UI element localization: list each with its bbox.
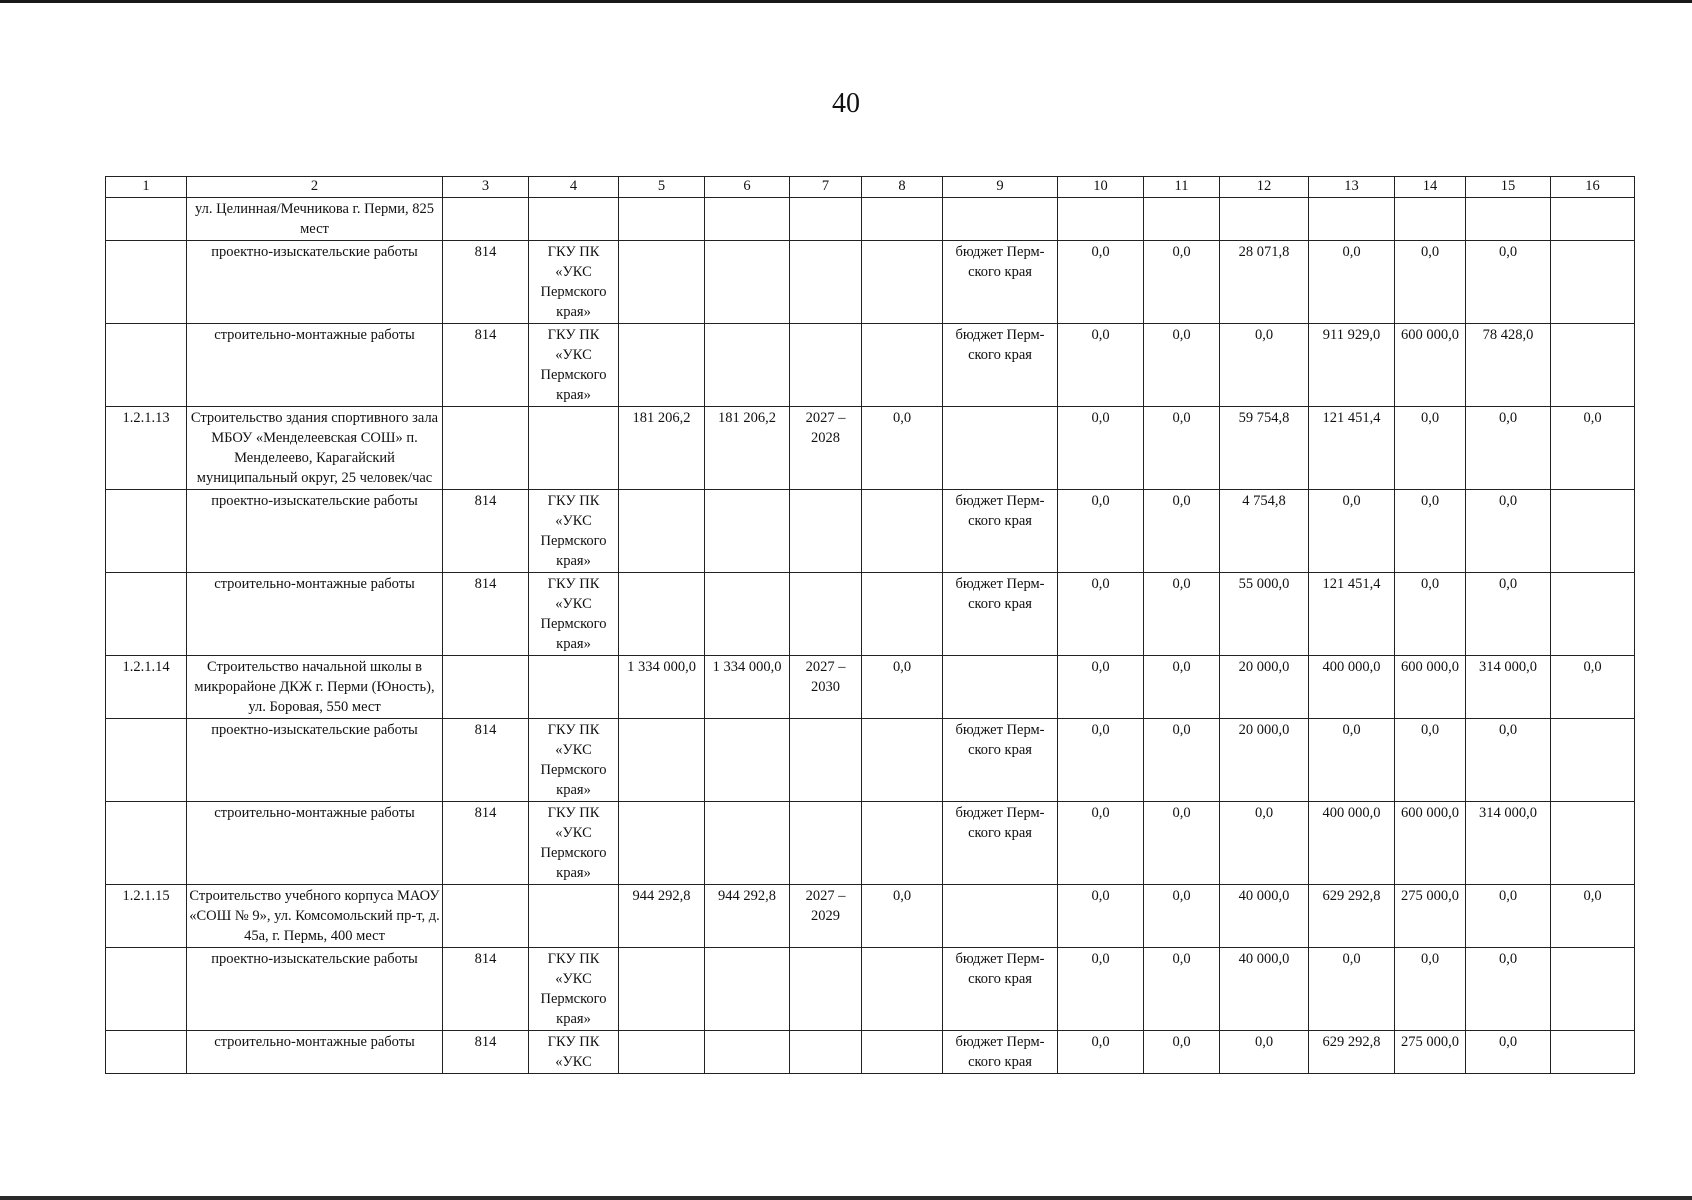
table-row (106, 1031, 1635, 1074)
estimated-cost (619, 802, 705, 885)
table-body (106, 198, 1635, 1074)
value-col10: 0,0 (1058, 490, 1144, 573)
value-col10: 0,0 (1058, 1031, 1144, 1074)
estimated-cost (619, 1031, 705, 1074)
value-col14 (1395, 198, 1466, 241)
column-number: 8 (862, 177, 943, 198)
table-row (106, 407, 1635, 490)
period (790, 324, 862, 407)
value-col15: 0,0 (1466, 719, 1551, 802)
row-number (106, 490, 187, 573)
remaining-cost (705, 324, 790, 407)
column-number: 4 (529, 177, 619, 198)
value-col11: 0,0 (1144, 407, 1220, 490)
customer (529, 407, 619, 490)
value-col16 (1551, 490, 1635, 573)
column-number: 2 (187, 177, 443, 198)
row-number (106, 1031, 187, 1074)
value-col12: 4 754,8 (1220, 490, 1309, 573)
page-number: 40 (832, 88, 860, 119)
row-number (106, 573, 187, 656)
remaining-cost (705, 198, 790, 241)
period (790, 490, 862, 573)
value-col14: 0,0 (1395, 719, 1466, 802)
table-row (106, 802, 1635, 885)
customer: ГКУ ПК «УКС (529, 1031, 619, 1074)
row-number (106, 948, 187, 1031)
estimated-cost (619, 490, 705, 573)
value-col13: 0,0 (1309, 948, 1395, 1031)
ministry-code (443, 198, 529, 241)
value-col10: 0,0 (1058, 656, 1144, 719)
ministry-code: 814 (443, 241, 529, 324)
customer: ГКУ ПК «УКС Пермского края» (529, 490, 619, 573)
object-name: Строительство учебного корпуса МАОУ «СОШ № 9», ул. Комсомольский пр-т, д. 45а, г. Пермь, 400 мест (187, 885, 443, 948)
value-col16 (1551, 1031, 1635, 1074)
object-name: строительно-монтажные работы (187, 573, 443, 656)
funding-source: бюджет Перм-ского края (943, 1031, 1058, 1074)
value-col12: 40 000,0 (1220, 885, 1309, 948)
value-col13: 0,0 (1309, 490, 1395, 573)
remaining-cost: 181 206,2 (705, 407, 790, 490)
value-col10: 0,0 (1058, 948, 1144, 1031)
row-number (106, 241, 187, 324)
estimated-cost (619, 573, 705, 656)
estimated-cost (619, 198, 705, 241)
period (790, 198, 862, 241)
column-number: 14 (1395, 177, 1466, 198)
row-number (106, 324, 187, 407)
object-name: проектно-изыскательские работы (187, 241, 443, 324)
value-col15: 78 428,0 (1466, 324, 1551, 407)
value-col8 (862, 948, 943, 1031)
top-scan-edge (0, 0, 1692, 3)
object-name: строительно-монтажные работы (187, 802, 443, 885)
value-col11: 0,0 (1144, 719, 1220, 802)
value-col8 (862, 241, 943, 324)
value-col14: 0,0 (1395, 241, 1466, 324)
value-col11: 0,0 (1144, 948, 1220, 1031)
value-col8 (862, 324, 943, 407)
period (790, 1031, 862, 1074)
value-col10: 0,0 (1058, 573, 1144, 656)
value-col15: 0,0 (1466, 490, 1551, 573)
value-col13: 121 451,4 (1309, 407, 1395, 490)
funding-source (943, 656, 1058, 719)
value-col11: 0,0 (1144, 1031, 1220, 1074)
value-col14: 600 000,0 (1395, 656, 1466, 719)
object-name: проектно-изыскательские работы (187, 948, 443, 1031)
table-row (106, 324, 1635, 407)
customer: ГКУ ПК «УКС Пермского края» (529, 802, 619, 885)
object-name: ул. Целинная/Мечникова г. Перми, 825 мест (187, 198, 443, 241)
object-name: строительно-монтажные работы (187, 324, 443, 407)
customer: ГКУ ПК «УКС Пермского края» (529, 719, 619, 802)
table-row (106, 573, 1635, 656)
value-col8 (862, 573, 943, 656)
value-col16 (1551, 573, 1635, 656)
column-number: 13 (1309, 177, 1395, 198)
value-col16 (1551, 802, 1635, 885)
value-col10: 0,0 (1058, 885, 1144, 948)
value-col14: 0,0 (1395, 948, 1466, 1031)
value-col12: 28 071,8 (1220, 241, 1309, 324)
customer (529, 198, 619, 241)
table-row (106, 241, 1635, 324)
value-col12: 20 000,0 (1220, 719, 1309, 802)
remaining-cost (705, 241, 790, 324)
period (790, 573, 862, 656)
remaining-cost (705, 948, 790, 1031)
value-col13: 911 929,0 (1309, 324, 1395, 407)
value-col16: 0,0 (1551, 407, 1635, 490)
value-col10 (1058, 198, 1144, 241)
remaining-cost: 944 292,8 (705, 885, 790, 948)
period: 2027 – 2028 (790, 407, 862, 490)
column-number: 9 (943, 177, 1058, 198)
value-col14: 275 000,0 (1395, 885, 1466, 948)
column-number-row (106, 177, 1635, 198)
value-col8 (862, 198, 943, 241)
column-number: 10 (1058, 177, 1144, 198)
value-col10: 0,0 (1058, 324, 1144, 407)
ministry-code: 814 (443, 719, 529, 802)
ministry-code: 814 (443, 324, 529, 407)
value-col13: 629 292,8 (1309, 885, 1395, 948)
column-number: 1 (106, 177, 187, 198)
column-number: 12 (1220, 177, 1309, 198)
value-col8 (862, 802, 943, 885)
value-col12: 20 000,0 (1220, 656, 1309, 719)
value-col16 (1551, 948, 1635, 1031)
funding-source: бюджет Перм-ского края (943, 324, 1058, 407)
funding-source: бюджет Перм-ского края (943, 719, 1058, 802)
value-col13: 400 000,0 (1309, 656, 1395, 719)
value-col15: 314 000,0 (1466, 656, 1551, 719)
value-col13: 121 451,4 (1309, 573, 1395, 656)
value-col14: 0,0 (1395, 490, 1466, 573)
funding-source (943, 885, 1058, 948)
value-col13: 400 000,0 (1309, 802, 1395, 885)
row-number (106, 198, 187, 241)
value-col8: 0,0 (862, 885, 943, 948)
period (790, 802, 862, 885)
column-number: 7 (790, 177, 862, 198)
table-row (106, 490, 1635, 573)
bottom-scan-edge (0, 1196, 1692, 1200)
value-col8 (862, 1031, 943, 1074)
budget-table (105, 176, 1635, 1074)
customer: ГКУ ПК «УКС Пермского края» (529, 948, 619, 1031)
ministry-code: 814 (443, 573, 529, 656)
value-col12: 0,0 (1220, 802, 1309, 885)
column-number: 5 (619, 177, 705, 198)
table-row (106, 948, 1635, 1031)
ministry-code: 814 (443, 948, 529, 1031)
value-col10: 0,0 (1058, 241, 1144, 324)
value-col14: 275 000,0 (1395, 1031, 1466, 1074)
estimated-cost (619, 948, 705, 1031)
period: 2027 – 2029 (790, 885, 862, 948)
value-col16 (1551, 324, 1635, 407)
estimated-cost (619, 324, 705, 407)
value-col15: 314 000,0 (1466, 802, 1551, 885)
value-col12: 55 000,0 (1220, 573, 1309, 656)
ministry-code: 814 (443, 802, 529, 885)
value-col12: 0,0 (1220, 324, 1309, 407)
value-col12 (1220, 198, 1309, 241)
value-col8 (862, 490, 943, 573)
funding-source (943, 198, 1058, 241)
customer (529, 656, 619, 719)
value-col10: 0,0 (1058, 719, 1144, 802)
estimated-cost: 944 292,8 (619, 885, 705, 948)
value-col15: 0,0 (1466, 1031, 1551, 1074)
column-number: 15 (1466, 177, 1551, 198)
remaining-cost (705, 1031, 790, 1074)
value-col13: 0,0 (1309, 241, 1395, 324)
value-col15 (1466, 198, 1551, 241)
object-name: строительно-монтажные работы (187, 1031, 443, 1074)
value-col11: 0,0 (1144, 885, 1220, 948)
column-number: 16 (1551, 177, 1635, 198)
customer: ГКУ ПК «УКС Пермского края» (529, 573, 619, 656)
value-col12: 0,0 (1220, 1031, 1309, 1074)
ministry-code (443, 407, 529, 490)
remaining-cost (705, 802, 790, 885)
ministry-code (443, 656, 529, 719)
object-name: Строительство начальной школы в микрорайоне ДКЖ г. Перми (Юность), ул. Боровая, 550 мест (187, 656, 443, 719)
value-col11 (1144, 198, 1220, 241)
value-col14: 0,0 (1395, 573, 1466, 656)
ministry-code (443, 885, 529, 948)
value-col14: 600 000,0 (1395, 802, 1466, 885)
value-col15: 0,0 (1466, 241, 1551, 324)
column-number: 6 (705, 177, 790, 198)
value-col10: 0,0 (1058, 802, 1144, 885)
value-col11: 0,0 (1144, 802, 1220, 885)
funding-source: бюджет Перм-ского края (943, 802, 1058, 885)
value-col16 (1551, 241, 1635, 324)
value-col10: 0,0 (1058, 407, 1144, 490)
value-col11: 0,0 (1144, 656, 1220, 719)
row-number (106, 802, 187, 885)
column-number: 11 (1144, 177, 1220, 198)
customer (529, 885, 619, 948)
value-col16: 0,0 (1551, 656, 1635, 719)
value-col13: 0,0 (1309, 719, 1395, 802)
period: 2027 – 2030 (790, 656, 862, 719)
value-col11: 0,0 (1144, 490, 1220, 573)
remaining-cost (705, 490, 790, 573)
value-col11: 0,0 (1144, 573, 1220, 656)
value-col16 (1551, 719, 1635, 802)
object-name: проектно-изыскательские работы (187, 490, 443, 573)
remaining-cost (705, 719, 790, 802)
funding-source (943, 407, 1058, 490)
funding-source: бюджет Перм-ского края (943, 573, 1058, 656)
value-col15: 0,0 (1466, 948, 1551, 1031)
ministry-code: 814 (443, 490, 529, 573)
value-col8: 0,0 (862, 656, 943, 719)
table-row (106, 719, 1635, 802)
value-col15: 0,0 (1466, 573, 1551, 656)
customer: ГКУ ПК «УКС Пермского края» (529, 324, 619, 407)
row-number: 1.2.1.13 (106, 407, 187, 490)
table-row (106, 198, 1635, 241)
row-number: 1.2.1.14 (106, 656, 187, 719)
value-col13 (1309, 198, 1395, 241)
estimated-cost (619, 719, 705, 802)
value-col12: 59 754,8 (1220, 407, 1309, 490)
estimated-cost: 181 206,2 (619, 407, 705, 490)
period (790, 241, 862, 324)
funding-source: бюджет Перм-ского края (943, 241, 1058, 324)
value-col16: 0,0 (1551, 885, 1635, 948)
customer: ГКУ ПК «УКС Пермского края» (529, 241, 619, 324)
period (790, 948, 862, 1031)
remaining-cost: 1 334 000,0 (705, 656, 790, 719)
row-number: 1.2.1.15 (106, 885, 187, 948)
table-row (106, 656, 1635, 719)
remaining-cost (705, 573, 790, 656)
row-number (106, 719, 187, 802)
object-name: проектно-изыскательские работы (187, 719, 443, 802)
estimated-cost: 1 334 000,0 (619, 656, 705, 719)
funding-source: бюджет Перм-ского края (943, 490, 1058, 573)
estimated-cost (619, 241, 705, 324)
value-col13: 629 292,8 (1309, 1031, 1395, 1074)
value-col11: 0,0 (1144, 241, 1220, 324)
column-number: 3 (443, 177, 529, 198)
value-col15: 0,0 (1466, 885, 1551, 948)
period (790, 719, 862, 802)
value-col8: 0,0 (862, 407, 943, 490)
value-col16 (1551, 198, 1635, 241)
object-name: Строительство здания спортивного зала МБОУ «Менделеевская СОШ» п. Менделеево, Карагайский муниципальный округ, 25 человек/час (187, 407, 443, 490)
funding-source: бюджет Перм-ского края (943, 948, 1058, 1031)
value-col14: 0,0 (1395, 407, 1466, 490)
value-col12: 40 000,0 (1220, 948, 1309, 1031)
ministry-code: 814 (443, 1031, 529, 1074)
value-col11: 0,0 (1144, 324, 1220, 407)
value-col8 (862, 719, 943, 802)
table-row (106, 885, 1635, 948)
value-col15: 0,0 (1466, 407, 1551, 490)
value-col14: 600 000,0 (1395, 324, 1466, 407)
